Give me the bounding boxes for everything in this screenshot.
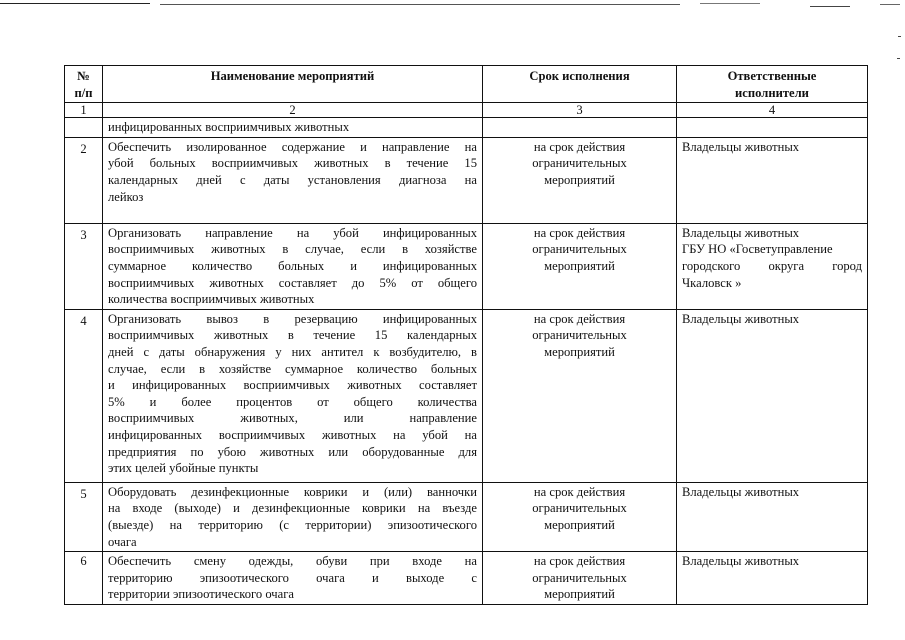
row-responsible	[677, 482, 868, 551]
row-responsible	[677, 118, 868, 138]
row-description	[103, 309, 483, 482]
description-line: Организовать вывоз в резервацию инфицированных	[108, 311, 477, 326]
row-responsible	[677, 137, 868, 223]
description-line: Обеспечить изолированное содержание и направление на	[108, 139, 477, 154]
term-line: на срок действия	[533, 139, 626, 154]
description-line: восприимчивых животных, или направление	[108, 411, 477, 426]
scan-artifact-line	[880, 4, 900, 5]
description-line: территорию эпизоотического очага и выходе с	[108, 570, 477, 585]
row-responsible	[677, 309, 868, 482]
row-description	[103, 223, 483, 309]
description-line: восприимчивых животных составляет до 5% от общего	[108, 275, 477, 290]
row-responsible	[677, 552, 868, 605]
term-line: мероприятий	[544, 258, 615, 273]
column-number: 4	[677, 103, 868, 118]
continuation-row	[65, 118, 868, 138]
row-num: 5	[65, 482, 103, 551]
table-row	[65, 552, 868, 605]
term-line: на срок действия	[533, 484, 626, 499]
description-line: Обеспечить смену одежды, обуви при входе на	[108, 554, 477, 569]
row-term	[483, 482, 677, 551]
responsible-line: Владельцы животных	[682, 311, 800, 326]
description-line: и инфицированных восприимчивых животных составляет	[108, 378, 477, 393]
scan-artifact-mark	[897, 58, 900, 59]
term-line: ограничительных	[532, 156, 627, 171]
row-num	[65, 118, 103, 138]
term-line: ограничительных	[532, 570, 627, 585]
row-term	[483, 309, 677, 482]
table-row	[65, 137, 868, 223]
term-line: ограничительных	[532, 501, 627, 516]
description-line: восприимчивых животных в течение 15 календарных	[108, 328, 477, 343]
description-line: инфицированных восприимчивых животных на убой на	[108, 427, 477, 442]
responsible-line: городского округа город	[682, 258, 862, 273]
table-body	[65, 137, 868, 604]
description-line: территории эпизоотического очага	[108, 587, 294, 602]
scan-artifact-line	[810, 6, 850, 7]
row-description	[103, 552, 483, 605]
description-line: Организовать направление на убой инфицированных	[108, 225, 477, 240]
term-line: мероприятий	[544, 172, 615, 187]
responsible-line: Владельцы животных	[682, 554, 800, 569]
row-description	[103, 137, 483, 223]
term-line: мероприятий	[544, 587, 615, 602]
header-term: Срок исполнения	[483, 66, 677, 103]
description-line: убой больных восприимчивых животных в течение 15	[108, 156, 477, 171]
table-header-row	[65, 66, 868, 103]
measures-table	[64, 65, 868, 605]
responsible-line: Владельцы животных	[682, 484, 800, 499]
table-row	[65, 223, 868, 309]
row-term	[483, 118, 677, 138]
term-line: мероприятий	[544, 344, 615, 359]
description-line: количества восприимчивых животных	[108, 292, 315, 307]
description-line: календарных дней с даты установления диагноза на	[108, 172, 477, 187]
term-line: ограничительных	[532, 328, 627, 343]
header-num: № п/п	[65, 66, 103, 103]
row-responsible	[677, 223, 868, 309]
row-description	[103, 482, 483, 551]
row-term	[483, 223, 677, 309]
row-num: 4	[65, 309, 103, 482]
scan-artifact-line	[700, 3, 760, 4]
description-line: предприятия по убою животных или оборудованные для	[108, 444, 477, 459]
row-description: инфицированных восприимчивых животных	[103, 118, 483, 138]
column-number: 2	[103, 103, 483, 118]
description-line: суммарное количество больных и инфицированных	[108, 258, 477, 273]
description-line: (выезде) на территорию (с территории) эпизоотического	[108, 517, 477, 532]
column-number-row	[65, 103, 868, 118]
term-line: мероприятий	[544, 517, 615, 532]
description-line: очага	[108, 534, 137, 549]
column-number: 1	[65, 103, 103, 118]
column-number: 3	[483, 103, 677, 118]
header-name: Наименование мероприятий	[103, 66, 483, 103]
scan-artifact-line	[0, 3, 150, 4]
table-row	[65, 482, 868, 551]
row-term	[483, 137, 677, 223]
term-line: на срок действия	[533, 554, 626, 569]
description-line: восприимчивых животных в случае, если в хозяйстве	[108, 242, 477, 257]
description-line: этих целей убойные пункты	[108, 461, 259, 476]
row-num: 2	[65, 137, 103, 223]
description-line: 5% и более процентов от общего количества	[108, 394, 477, 409]
table-row	[65, 309, 868, 482]
responsible-line: Владельцы животных	[682, 225, 800, 240]
row-term	[483, 552, 677, 605]
description-line: Оборудовать дезинфекционные коврики и (или) ванночки	[108, 484, 477, 499]
term-line: на срок действия	[533, 311, 626, 326]
row-num: 3	[65, 223, 103, 309]
term-line: на срок действия	[533, 225, 626, 240]
scan-artifact-line	[160, 4, 680, 5]
row-num: 6	[65, 552, 103, 605]
description-line: дней с даты обнаружения у них антител к возбудителю, в	[108, 344, 477, 359]
description-line: случае, если в хозяйстве суммарное количество больных	[108, 361, 477, 376]
responsible-line: Владельцы животных	[682, 139, 800, 154]
scan-artifact-mark	[898, 36, 901, 37]
description-line: лейкоз	[108, 189, 144, 204]
description-line: на входе (выходе) и дезинфекционные коврики на въезде	[108, 501, 477, 516]
responsible-line: Чкаловск »	[682, 275, 742, 290]
header-responsible: Ответственные исполнители	[677, 66, 868, 103]
responsible-line: ГБУ НО «Госветуправление	[682, 242, 833, 257]
term-line: ограничительных	[532, 242, 627, 257]
